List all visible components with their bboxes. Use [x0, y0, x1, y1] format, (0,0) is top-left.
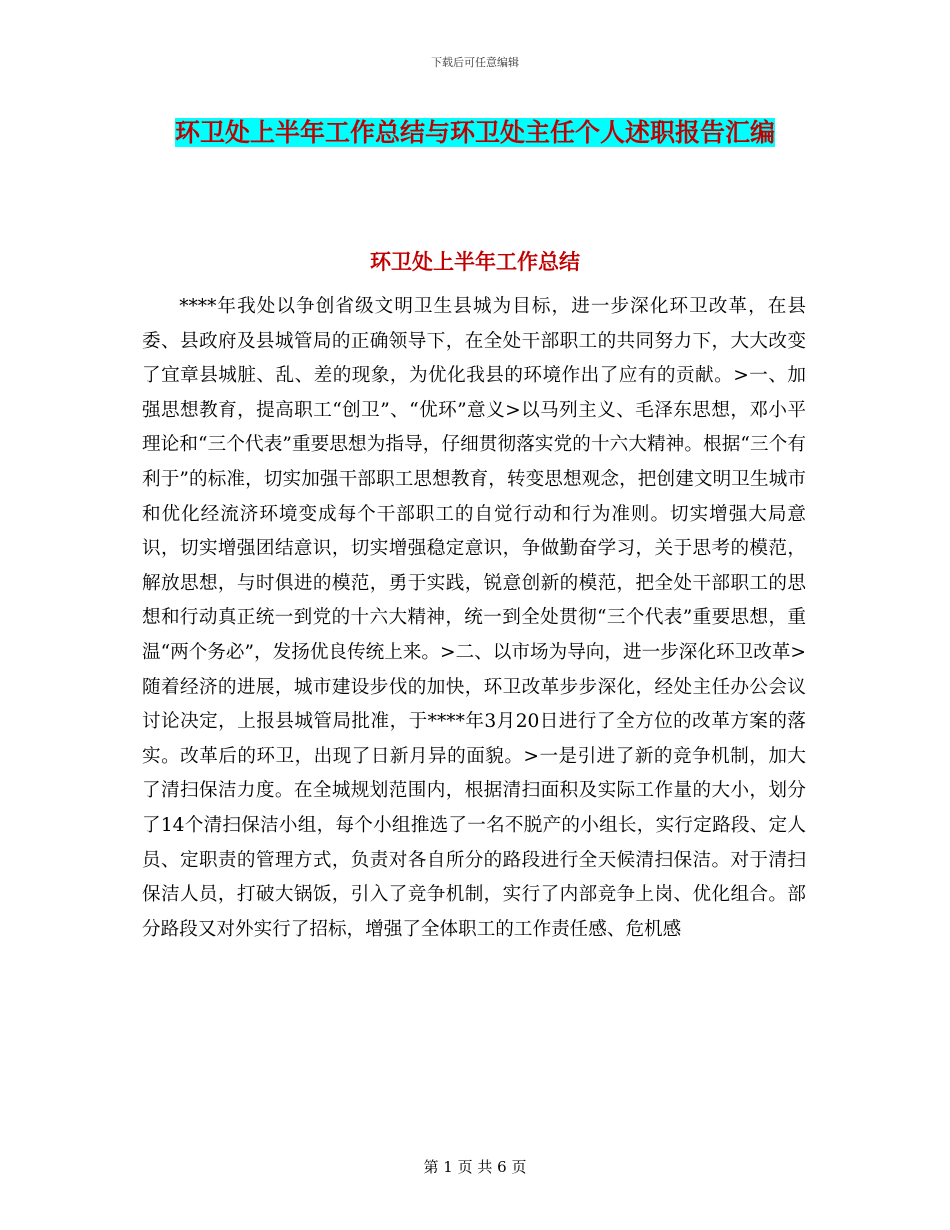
section-title: 环卫处上半年工作总结	[370, 249, 580, 274]
page-header-note: 下载后可任意编辑	[431, 56, 519, 69]
page-number-footer: 第 1 页 共 6 页	[423, 1158, 527, 1176]
document-title-text: 环卫处上半年工作总结与环卫处主任个人述职报告汇编	[174, 118, 775, 147]
document-title	[120, 112, 830, 154]
body-paragraph: ****年我处以争创省级文明卫生县城为目标，进一步深化环卫改革，在县委、县政府及县城管局的正确领导下，在全处干部职工的共同努力下，大大改变了宜章县城脏、乱、差的现象，为优化我县的环境作出了应有的贡献。>一、加强思想教育，提高职工“创卫”、“优环”意义>以马列主义、毛泽东思想，邓小平理论和“三个代表”重要思想为指导，仔细贯彻落实党的十六大精神。根据“三个有利于”的标准，切实加强干部职工思想教育，转变思想观念，把创建文明卫生城市和优化经流济环境变成每个干部职工的自觉行动和行为准则。切实增强大局意识，切实增强团结意识，切实增强稳定意识，争做勤奋学习，关于思考的模范，解放思想，与时俱进的模范，勇于实践，锐意创新的模范，把全处干部职工的思想和行动真正统一到党的十六大精神，统一到全处贯彻“三个代表”重要思想，重温“两个务必”，发扬优良传统上来。>二、以市场为导向，进一步深化环卫改革>随着经济的进展，城市建设步伐的加快，环卫改革步步深化，经处主任办公会议讨论决定，上报县城管局批准，于****年3月20日进行了全方位的改革方案的落实。改革后的环卫，出现了日新月异的面貌。>一是引进了新的竞争机制，加大了清扫保洁力度。在全城规划范围内，根据清扫面积及实际工作量的大小，划分了14个清扫保洁小组，每个小组推选了一名不脱产的小组长，实行定路段、定人员、定职责的管理方式，负责对各自所分的路段进行全天候清扫保洁。对于清扫保洁人员，打破大锅饭，引入了竞争机制，实行了内部竞争上岗、优化组合。部分路段又对外实行了招标，增强了全体职工的工作责任感、危机感	[142, 296, 806, 940]
